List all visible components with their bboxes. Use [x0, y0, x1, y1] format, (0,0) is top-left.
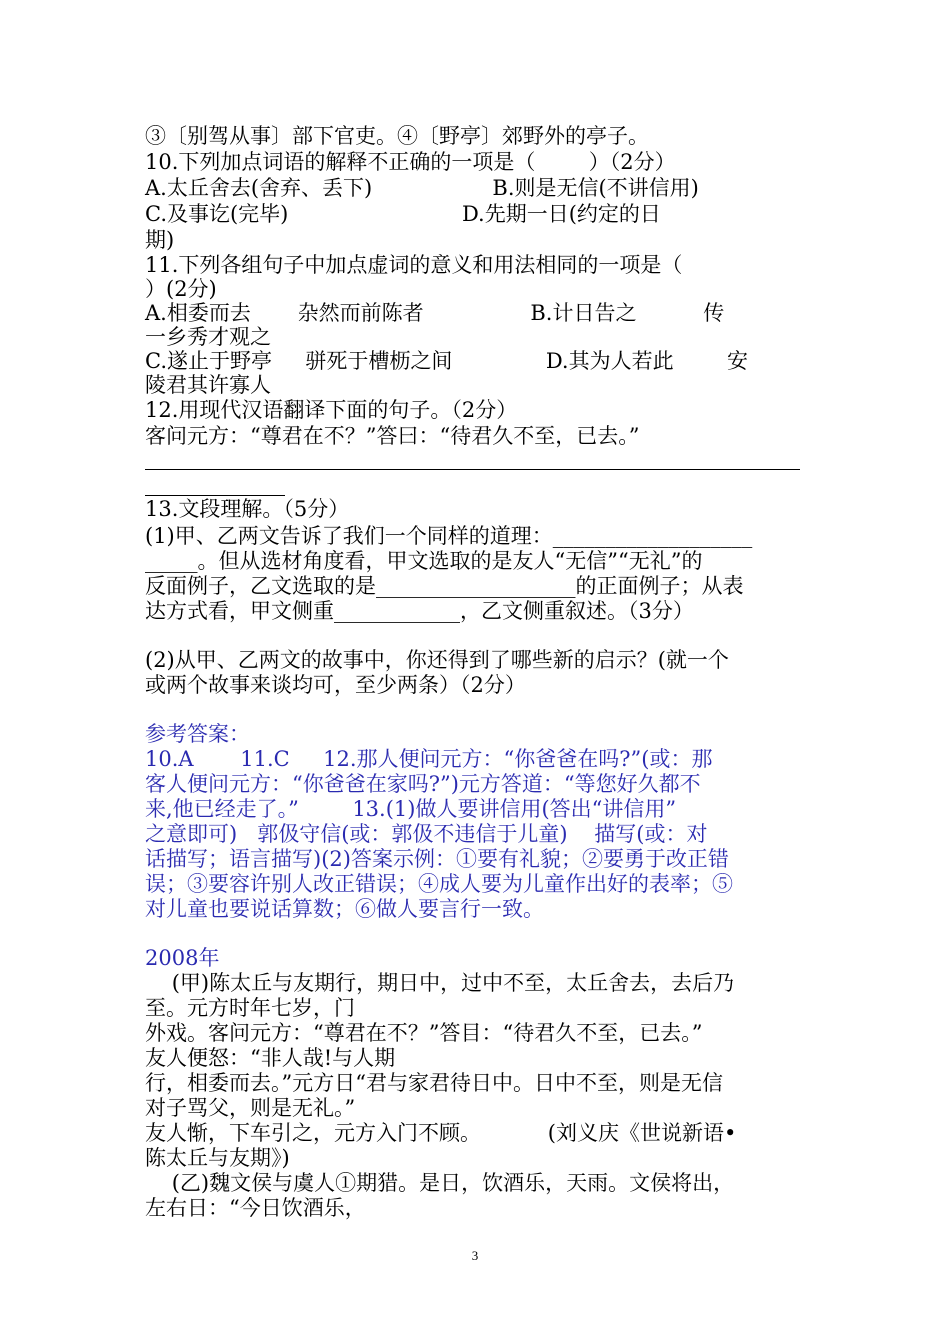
answers-line: 来,他已经走了。” 13.(1)做人要讲信用(答出“讲信用”	[145, 797, 677, 821]
answers-line: 对儿童也要说话算数；⑥做人要言行一致。	[145, 897, 544, 921]
passage-line: 陈太丘与友期》)	[145, 1146, 290, 1170]
passage-line: 友人便怒：“非人哉!与人期	[145, 1046, 396, 1070]
q11-options-cd: C.遂止于野亭 骈死于槽枥之间 D.其为人若此 安	[145, 349, 748, 373]
passage-line: 行，相委而去。”元方日“君与家君待日中。日中不至，则是无信	[145, 1071, 723, 1095]
answers-line: 话描写；语言描写)(2)答案示例：①要有礼貌；②要勇于改正错	[145, 847, 729, 871]
q13-part1-line2: _____。但从选材角度看，甲文选取的是友人“无信”“无礼”的	[145, 549, 703, 573]
q11-options-ab: A.相委而去 杂然而前陈者 B.计日告之 传	[145, 301, 725, 325]
q13-blank-3: ____________	[334, 599, 460, 623]
passage-line: 外戏。客问元方：“尊君在不？”答目：“待君久不至，已去。”	[145, 1021, 703, 1045]
q13-part1-text: (1)甲、乙两文告诉了我们一个同样的道理：	[145, 524, 553, 548]
q13-blank-1: ___________________	[552, 524, 753, 548]
q13-part2-cont: 或两个故事来谈均可，至少两条）（2分）	[145, 673, 526, 697]
q11-options-ab-cont: 一乡秀才观之	[145, 325, 271, 349]
passage-line: 友人惭，下车引之，元方入门不顾。 (刘义庆《世说新语•	[145, 1121, 737, 1145]
answer-line	[145, 469, 800, 470]
answers-line: 客人便问元方：“你爸爸在家吗?”)元方答道：“等您好久都不	[145, 772, 701, 796]
year-label: 2008年	[145, 946, 220, 970]
passage-line: 左右日：“今日饮酒乐，	[145, 1196, 366, 1220]
q13-part1-line3-tail: 的正面例子；从表	[575, 574, 744, 598]
q10-options-cont: 期)	[145, 228, 175, 252]
q13-part1-line4	[145, 598, 694, 624]
question-12: 12.用现代汉语翻译下面的句子。（2分）	[145, 398, 518, 422]
q13-part2: (2)从甲、乙两文的故事中，你还得到了哪些新的启示？(就一个	[145, 648, 729, 672]
q13-part1-line3-text: 反面例子，乙文选取的是	[145, 574, 376, 598]
question-12-sentence: 客问元方：“尊君在不？”答曰：“待君久不至，已去。”	[145, 424, 640, 448]
question-10: 10.下列加点词语的解释不正确的一项是（ ）（2分）	[145, 150, 676, 174]
passage-line: 对子骂父，则是无礼。”	[145, 1096, 356, 1120]
q13-part1	[145, 523, 752, 549]
answers-line: 10.A 11.C 12.那人便问元方：“你爸爸在吗?”(或：那	[145, 747, 713, 771]
question-11: 11.下列各组句子中加点虚词的意义和用法相同的一项是（	[145, 253, 683, 277]
q10-options-ab: A.太丘舍去(舍弃、丢下) B.则是无信(不讲信用)	[145, 176, 699, 200]
question-13: 13.文段理解。（5分）	[145, 497, 350, 521]
q13-part1-line4-tail: ，乙文侧重叙述。（3分）	[460, 599, 694, 623]
q13-part1-line4-text: 达方式看，甲文侧重	[145, 599, 334, 623]
q11-options-cd-cont: 陵君其许寡人	[145, 373, 271, 397]
answers-line: 误；③要容许别人改正错误；④成人要为儿童作出好的表率；⑤	[145, 872, 733, 896]
answers-line: 之意即可) 郭伋守信(或：郭伋不违信于儿童) 描写(或：对	[145, 822, 708, 846]
q10-options-cd: C.及事讫(完毕) D.先期一日(约定的日	[145, 202, 661, 226]
q13-blank-2: ___________________	[376, 574, 576, 598]
answers-heading: 参考答案：	[145, 722, 250, 746]
page-number: 3	[471, 1248, 479, 1263]
q13-part1-line3	[145, 573, 744, 599]
passage-line: 至。元方时年七岁，门	[145, 996, 355, 1020]
passage-line: (甲)陈太丘与友期行，期日中，过中不至，太丘舍去，去后乃	[145, 971, 735, 995]
passage-line: (乙)魏文侯与虞人①期猎。是日，饮酒乐，天雨。文侯将出，	[145, 1171, 735, 1195]
footnote-line: ③〔别驾从事〕部下官吏。④〔野亭〕郊野外的亭子。	[145, 124, 649, 148]
question-11-score: ）(2分)	[145, 277, 217, 301]
